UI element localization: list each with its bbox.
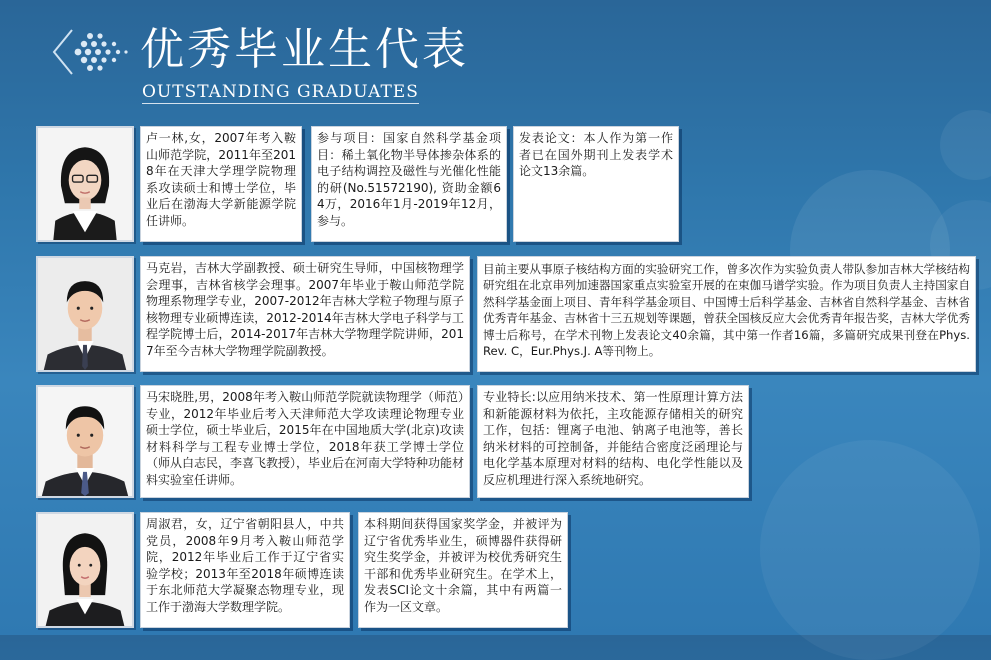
page-title: 优秀毕业生代表 (140, 24, 469, 75)
dot-diamond-logo-icon (50, 24, 128, 80)
graduate-1-bio: 卢一林,女，2007年考入鞍山师范学院，2011年至2018年在天津大学理学院物理系攻读硕士和博士学位，毕业后在渤海大学新能源学院任讲师。 (140, 126, 302, 242)
graduate-4-achievements: 本科期间获得国家奖学金，并被评为辽宁省优秀毕业生，硕博器件获得研究生奖学金，并被评为校优秀研究生干部和优秀毕业研究生。在学术上，发表SCI论文十余篇，其中有两篇一作为一区文章。 (358, 512, 568, 628)
graduate-2-research: 目前主要从事原子核结构方面的实验研究工作，曾多次作为实验负责人带队参加吉林大学核结构研究组在北京串列加速器国家重点实验室开展的在束伽马谱学实验。作为项目负责人主持国家自然科学基金面上项目、青年科学基金项目、中国博士后科学基金、吉林省自然科学基金、吉林省优秀青年基金、吉林省十三五规划等课题，曾获全国核反应大会优秀青年报告奖，吉林大学优秀博士后称号，在学术刊物上发表论文40余篇，其中第一作者16篇，多篇研究成果刊登在Phys. Rev. C，Eur.Phys.J. A等刊物上。 (477, 256, 976, 372)
graduate-photo-4 (36, 512, 134, 628)
graduate-1-papers: 发表论文：本人作为第一作者已在国外期刊上发表学术论文13余篇。 (513, 126, 679, 242)
graduate-3-specialty: 专业特长:以应用纳米技术、第一性原理计算方法和新能源材料为依托，主攻能源存储相关的研究工作，包括：锂离子电池、钠离子电池等，善长纳米材料的可控制备，并能结合密度泛函理论与电化学基本原理对材料的结构、电化学性能以及反应机理进行深入系统地研究。 (477, 385, 749, 498)
background-decor (760, 440, 980, 660)
graduate-3-bio: 马宋晓胜,男，2008年考入鞍山师范学院就读物理学（师范）专业，2012年毕业后考入天津师范大学攻读理论物理专业硕士学位，硕士毕业后，2015年在中国地质大学(北京)攻读材料科学与工程专业博士学位，2018年获工学博士学位（师从白志民，李喜飞教授），毕业后在河南大学特种功能材料实验室任讲师。 (140, 385, 470, 498)
graduate-2-bio: 马克岩，吉林大学副教授、硕士研究生导师，中国核物理学会理事，吉林省核学会理事。2007年毕业于鞍山师范学院物理系物理学专业，2007-2012年吉林大学粒子物理与原子核物理专业硕博连读，2012-2014年吉林大学电子科学与工程学院博士后，2014-2017年吉林大学物理学院讲师，2017年至今吉林大学物理学院副教授。 (140, 256, 470, 372)
graduate-photo-2 (36, 256, 134, 372)
graduate-photo-1 (36, 126, 134, 242)
background-decor (940, 110, 991, 180)
graduate-4-bio: 周淑君，女，辽宁省朝阳县人，中共党员，2008年9月考入鞍山师范学院，2012年毕业后工作于辽宁省实验学校；2013年至2018年硕博连读于东北师范大学凝聚态物理专业，现工作于渤海大学数理学院。 (140, 512, 350, 628)
graduate-photo-3 (36, 385, 134, 498)
graduate-1-project: 参与项目：国家自然科学基金项目：稀土氧化物半导体掺杂体系的电子结构调控及磁性与光催化性能的研(No.51572190), 资助金额64万，2016年1月-2019年12月，参与。 (311, 126, 507, 242)
page-subtitle: OUTSTANDING GRADUATES (142, 82, 419, 102)
